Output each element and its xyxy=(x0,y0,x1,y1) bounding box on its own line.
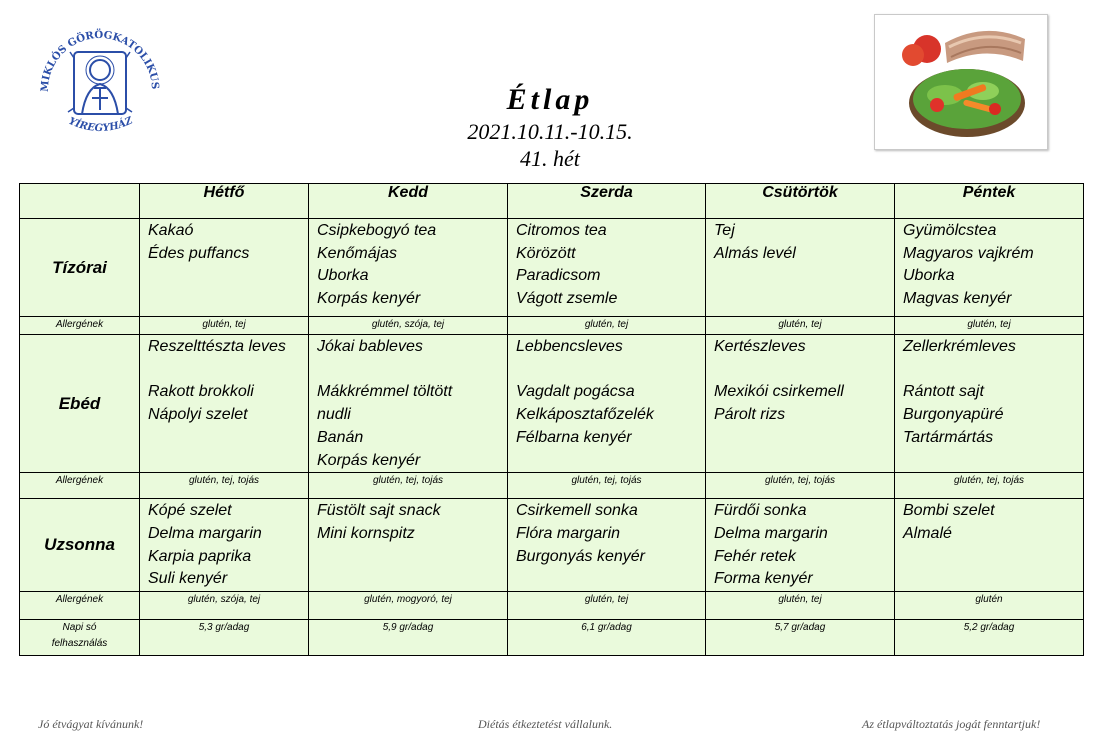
uzsonna-allergen-row xyxy=(20,592,1084,620)
menu-item: Burgonyás kenyér xyxy=(516,547,645,565)
allergen-cell: glutén, szója, tej xyxy=(140,592,309,620)
ebed-wednesday xyxy=(508,335,706,473)
menu-item: Félbarna kenyér xyxy=(516,428,632,446)
menu-item: Flóra margarin xyxy=(516,524,621,542)
tizorai-row xyxy=(20,219,1084,317)
menu-item: Banán xyxy=(317,428,364,446)
kindergarten-logo xyxy=(30,18,170,148)
page-title: Étlap xyxy=(506,83,594,116)
menu-item: Csirkemell sonka xyxy=(516,502,638,520)
uzsonna-thursday xyxy=(706,499,895,592)
menu-item: Delma margarin xyxy=(714,524,828,542)
menu-item: Körözött xyxy=(516,244,576,262)
menu-item: Burgonyapüré xyxy=(903,406,1004,424)
menu-item: Magvas kenyér xyxy=(903,290,1012,308)
meal-label-uzsonna: Uzsonna xyxy=(20,499,140,592)
header-empty-cell xyxy=(20,184,140,219)
saint-icon xyxy=(68,52,132,114)
allergen-cell: glutén, szója, tej xyxy=(309,317,508,335)
menu-item: Mexikói csirkemell xyxy=(714,383,844,401)
footer-center: Diétás étkeztetést vállalunk. xyxy=(478,717,613,731)
menu-item: Citromos tea xyxy=(516,222,607,239)
uzsonna-tuesday xyxy=(309,499,508,592)
meal-label-tizorai: Tízórai xyxy=(20,219,140,317)
menu-item: Suli kenyér xyxy=(148,570,228,588)
tizorai-tuesday xyxy=(309,219,508,317)
menu-item: Almás levél xyxy=(714,244,796,262)
logo-bottom-text: YÍREGYHÁZ xyxy=(66,115,135,135)
date-range: 2021.10.11.-10.15. xyxy=(467,119,633,144)
menu-item: Csipkebogyó tea xyxy=(317,222,437,239)
uzsonna-wednesday xyxy=(508,499,706,592)
salt-cell: 5,9 gr/adag xyxy=(309,620,508,656)
menu-item: Tartármártás xyxy=(903,428,994,446)
menu-item: Uborka xyxy=(317,267,369,285)
week-number: 41. hét xyxy=(520,146,580,171)
allergen-label: Allergének xyxy=(20,317,140,335)
day-header-wednesday: Szerda xyxy=(508,184,706,219)
menu-item: Forma kenyér xyxy=(714,570,813,588)
menu-item: Delma margarin xyxy=(148,524,262,542)
menu-item: Lebbencsleves xyxy=(516,338,623,355)
ebed-monday xyxy=(140,335,309,473)
menu-item: nudli xyxy=(317,406,351,424)
allergen-cell: glutén, tej xyxy=(508,317,706,335)
menu-item: Kelkáposztafőzelék xyxy=(516,406,654,424)
ebed-thursday xyxy=(706,335,895,473)
meal-label-ebed: Ebéd xyxy=(20,335,140,473)
ebed-row xyxy=(20,335,1084,473)
menu-item: Korpás kenyér xyxy=(317,290,421,308)
tizorai-thursday xyxy=(706,219,895,317)
tizorai-monday xyxy=(140,219,309,317)
menu-table xyxy=(19,183,1084,656)
allergen-cell: glutén, tej xyxy=(508,592,706,620)
menu-item: Kertészleves xyxy=(714,338,806,355)
day-header-tuesday: Kedd xyxy=(309,184,508,219)
footer-right: Az étlapváltoztatás jogát fenntartjuk! xyxy=(862,717,1041,731)
allergen-cell: glutén, tej, tojás xyxy=(508,473,706,499)
day-header-monday: Hétfő xyxy=(140,184,309,219)
menu-item: Mini kornspitz xyxy=(317,524,415,542)
menu-item: Fehér retek xyxy=(714,547,796,565)
menu-item: Nápolyi szelet xyxy=(148,406,248,424)
menu-item: Magyaros vajkrém xyxy=(903,244,1034,262)
menu-item: Zellerkrémleves xyxy=(903,338,1016,355)
allergen-cell: glutén, tej xyxy=(140,317,309,335)
uzsonna-friday xyxy=(895,499,1084,592)
menu-item: Rakott brokkoli xyxy=(148,383,254,401)
ebed-tuesday xyxy=(309,335,508,473)
salt-row xyxy=(20,620,1084,656)
allergen-cell: glutén, tej, tojás xyxy=(309,473,508,499)
menu-item: Korpás kenyér xyxy=(317,451,421,469)
salt-cell: 6,1 gr/adag xyxy=(508,620,706,656)
uzsonna-monday xyxy=(140,499,309,592)
salt-cell: 5,2 gr/adag xyxy=(895,620,1084,656)
menu-item: Karpia paprika xyxy=(148,547,252,565)
footer-left: Jó étvágyat kívánunk! xyxy=(38,717,144,731)
allergen-cell: glutén, tej xyxy=(895,317,1084,335)
menu-item: Gyümölcstea xyxy=(903,222,997,239)
allergen-cell: glutén, tej xyxy=(706,317,895,335)
title-block xyxy=(360,82,740,172)
allergen-cell: glutén, tej xyxy=(706,592,895,620)
logo-top-text: MIKLÓS GÖRÖGKATOLIKUS xyxy=(38,28,162,93)
menu-item: Almalé xyxy=(903,524,952,542)
allergen-cell: glutén, mogyoró, tej xyxy=(309,592,508,620)
menu-item: Vágott zsemle xyxy=(516,290,618,308)
menu-item: Mákkrémmel töltött xyxy=(317,383,453,401)
menu-item: Rántott sajt xyxy=(903,383,984,401)
table-header-row xyxy=(20,184,1084,219)
menu-item: Párolt rizs xyxy=(714,406,786,424)
uzsonna-row xyxy=(20,499,1084,592)
salt-cell: 5,3 gr/adag xyxy=(140,620,309,656)
salt-cell: 5,7 gr/adag xyxy=(706,620,895,656)
ebed-allergen-row xyxy=(20,473,1084,499)
ebed-friday xyxy=(895,335,1084,473)
menu-item: Reszelttészta leves xyxy=(148,338,286,355)
menu-item: Kakaó xyxy=(148,222,194,239)
allergen-cell: glutén xyxy=(895,592,1084,620)
day-header-thursday: Csütörtök xyxy=(706,184,895,219)
menu-item: Paradicsom xyxy=(516,267,601,285)
menu-item: Vagdalt pogácsa xyxy=(516,383,635,401)
tizorai-friday xyxy=(895,219,1084,317)
day-header-friday: Péntek xyxy=(895,184,1084,219)
menu-item: Fürdői sonka xyxy=(714,502,807,520)
allergen-label: Allergének xyxy=(20,473,140,499)
food-photo xyxy=(874,14,1048,150)
tizorai-wednesday xyxy=(508,219,706,317)
menu-item: Füstölt sajt snack xyxy=(317,502,441,520)
menu-item: Kenőmájas xyxy=(317,244,398,262)
allergen-label: Allergének xyxy=(20,592,140,620)
menu-item: Jókai bableves xyxy=(317,338,423,355)
tizorai-allergen-row xyxy=(20,317,1084,335)
allergen-cell: glutén, tej, tojás xyxy=(140,473,309,499)
allergen-cell: glutén, tej, tojás xyxy=(895,473,1084,499)
salt-label: Napi só felhasználás xyxy=(20,620,140,656)
menu-item: Kópé szelet xyxy=(148,502,232,520)
menu-item: Tej xyxy=(714,222,735,239)
allergen-cell: glutén, tej, tojás xyxy=(706,473,895,499)
menu-item: Uborka xyxy=(903,267,955,285)
menu-item: Bombi szelet xyxy=(903,502,995,520)
menu-item: Édes puffancs xyxy=(148,244,250,262)
